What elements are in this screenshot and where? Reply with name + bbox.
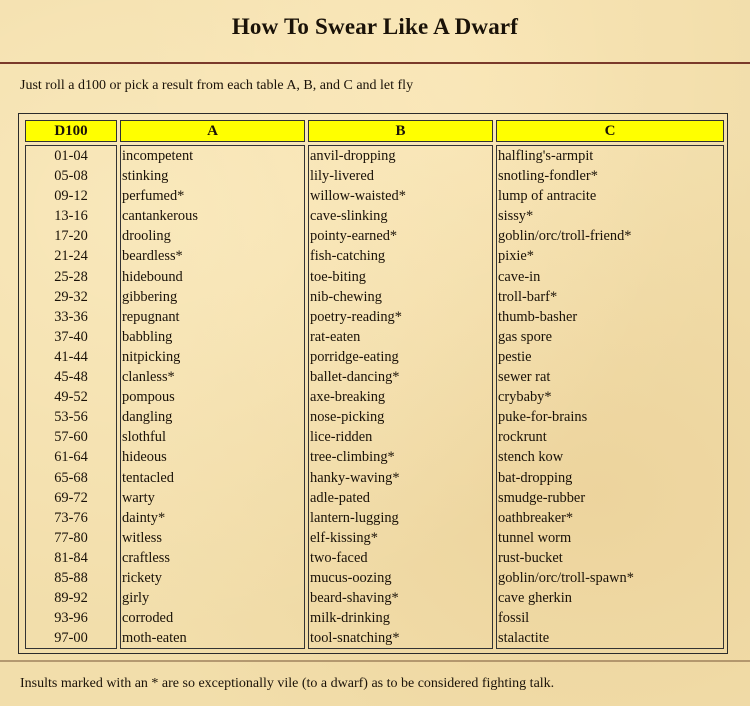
insult-b: fish-catching	[310, 248, 386, 265]
roll-range: 05-08	[54, 168, 88, 185]
roll-range: 37-40	[54, 328, 88, 345]
insult-a: hidebound	[122, 268, 183, 285]
insult-b: lice-ridden	[310, 429, 373, 446]
insult-a: witless	[122, 529, 162, 546]
column-header-b: B	[308, 120, 493, 142]
roll-range: 09-12	[54, 188, 88, 205]
column-a	[120, 145, 305, 649]
roll-range: 01-04	[54, 148, 88, 164]
insult-c: fossil	[498, 610, 530, 627]
header-divider	[0, 62, 750, 64]
insult-c: stench kow	[498, 449, 564, 466]
insult-b: ballet-dancing*	[310, 369, 400, 386]
insult-b: toe-biting	[310, 268, 366, 285]
intro-text: Just roll a d100 or pick a result from each table A, B, and C and let fly	[20, 78, 414, 93]
insult-a: gibbering	[122, 288, 178, 305]
insult-b: mucus-oozing	[310, 569, 392, 586]
insult-a: nitpicking	[122, 348, 181, 365]
insult-a: dainty*	[122, 509, 166, 526]
insult-a: babbling	[122, 328, 173, 345]
insult-a: perfumed*	[122, 188, 185, 205]
insult-b: tool-snatching*	[310, 630, 400, 647]
insult-a: clanless*	[122, 369, 175, 386]
roll-range: 25-28	[54, 268, 88, 285]
roll-range: 17-20	[54, 228, 88, 245]
column-header-c: C	[496, 120, 724, 142]
insult-c: sewer rat	[498, 369, 551, 386]
table-header-row	[25, 120, 724, 142]
insult-b: anvil-dropping	[310, 148, 396, 164]
insult-b: elf-kissing*	[310, 529, 378, 546]
insult-b: rat-eaten	[310, 328, 361, 345]
insult-c: goblin/orc/troll-friend*	[498, 228, 632, 245]
insult-b: lily-livered	[310, 168, 374, 185]
insult-c: gas spore	[498, 328, 552, 345]
footer-note: Insults marked with an * are so exceptionally vile (to a dwarf) as to be considered fighting talk.	[20, 676, 555, 691]
insult-c: halfling's-armpit	[498, 148, 594, 164]
roll-range: 65-68	[54, 469, 88, 486]
insult-b: porridge-eating	[310, 348, 399, 365]
insult-a: pompous	[122, 389, 175, 406]
insult-a: drooling	[122, 228, 171, 245]
insult-a: warty	[122, 489, 155, 506]
column-header-d100: D100	[25, 120, 117, 142]
roll-range: 21-24	[54, 248, 88, 265]
insult-a: rickety	[122, 569, 162, 586]
insult-c: oathbreaker*	[498, 509, 574, 526]
insult-b: two-faced	[310, 549, 368, 566]
insult-b: pointy-earned*	[310, 228, 398, 245]
footer-divider	[0, 660, 750, 662]
insult-b: lantern-lugging	[310, 509, 399, 526]
insult-a: dangling	[122, 409, 173, 426]
roll-range: 97-00	[54, 630, 88, 647]
insult-table	[22, 117, 727, 652]
insult-b: beard-shaving*	[310, 590, 399, 607]
insult-a: hideous	[122, 449, 167, 466]
insult-c: tunnel worm	[498, 529, 572, 546]
insult-b: tree-climbing*	[310, 449, 395, 466]
insult-c: bat-dropping	[498, 469, 573, 486]
insult-c: snotling-fondler*	[498, 168, 598, 185]
roll-range: 53-56	[54, 409, 88, 426]
column-d100	[25, 145, 117, 649]
column-c	[496, 145, 724, 649]
page-title: How To Swear Like A Dwarf	[231, 14, 519, 39]
insult-c: goblin/orc/troll-spawn*	[498, 569, 634, 586]
insult-c: pixie*	[498, 248, 534, 265]
insult-b: nose-picking	[310, 409, 385, 426]
roll-range: 57-60	[54, 429, 88, 446]
insult-a: repugnant	[122, 308, 180, 325]
column-header-a: A	[120, 120, 305, 142]
roll-range: 13-16	[54, 208, 88, 225]
insult-c: cave gherkin	[498, 590, 572, 607]
insult-b: nib-chewing	[310, 288, 382, 305]
roll-range: 41-44	[54, 348, 88, 365]
roll-range: 85-88	[54, 569, 88, 586]
roll-range: 29-32	[54, 288, 88, 305]
insult-c: puke-for-brains	[498, 409, 588, 426]
insult-a: beardless*	[122, 248, 183, 265]
insult-a: tentacled	[122, 469, 174, 486]
roll-range: 61-64	[54, 449, 88, 466]
insult-c: sissy*	[498, 208, 534, 225]
insult-a: moth-eaten	[122, 630, 187, 647]
insult-a: girly	[122, 590, 150, 607]
roll-range: 81-84	[54, 549, 88, 566]
insult-c: lump of antracite	[498, 188, 597, 205]
insult-a: stinking	[122, 168, 169, 185]
insult-c: troll-barf*	[498, 288, 558, 305]
insult-table-frame	[18, 113, 728, 654]
insult-b: hanky-waving*	[310, 469, 400, 486]
insult-c: crybaby*	[498, 389, 552, 406]
roll-range: 33-36	[54, 308, 88, 325]
insult-b: adle-pated	[310, 489, 370, 506]
insult-c: rust-bucket	[498, 549, 563, 566]
insult-a: incompetent	[122, 148, 194, 164]
insult-c: rockrunt	[498, 429, 547, 446]
roll-range: 49-52	[54, 389, 88, 406]
roll-range: 69-72	[54, 489, 88, 506]
roll-range: 89-92	[54, 590, 88, 607]
insult-b: poetry-reading*	[310, 308, 402, 325]
insult-b: axe-breaking	[310, 389, 386, 406]
insult-b: milk-drinking	[310, 610, 390, 627]
insult-c: pestie	[498, 348, 532, 365]
column-b	[308, 145, 493, 649]
roll-range: 93-96	[54, 610, 88, 627]
insult-c: cave-in	[498, 268, 541, 285]
insult-a: slothful	[122, 429, 166, 446]
insult-a: cantankerous	[122, 208, 198, 225]
insult-a: craftless	[122, 549, 170, 566]
insult-c: smudge-rubber	[498, 489, 586, 506]
roll-range: 73-76	[54, 509, 88, 526]
table-body-row	[25, 145, 724, 649]
insult-c: stalactite	[498, 630, 550, 647]
insult-b: cave-slinking	[310, 208, 388, 225]
insult-c: thumb-basher	[498, 308, 578, 325]
roll-range: 45-48	[54, 369, 88, 386]
insult-a: corroded	[122, 610, 174, 627]
roll-range: 77-80	[54, 529, 88, 546]
insult-b: willow-waisted*	[310, 188, 406, 205]
